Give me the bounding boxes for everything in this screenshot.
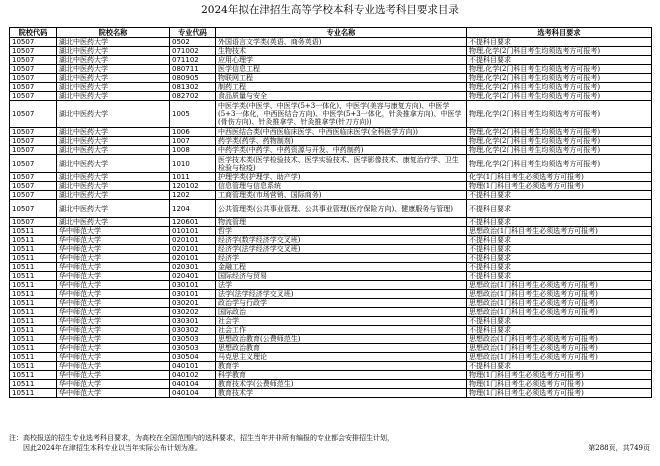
- cell-requirement: 不提科目要求: [467, 236, 652, 245]
- cell-major-code: 030101: [170, 281, 216, 290]
- cell-requirement: 思想政治(1门科目考生必须选考方可报考): [467, 290, 652, 299]
- cell-major-code: 030101: [170, 290, 216, 299]
- cell-major-name: 药学类(药学、药物制剂): [216, 137, 467, 146]
- cell-school-name: 华中师范大学: [57, 335, 170, 344]
- cell-major-code: 030503: [170, 335, 216, 344]
- table-row: [10, 371, 652, 380]
- cell-school-code: 10511: [10, 371, 57, 380]
- cell-major-code: 040104: [170, 380, 216, 389]
- cell-school-code: 10511: [10, 236, 57, 245]
- document-title: 2024年拟在津招生高等学校本科专业选考科目要求目录: [201, 4, 459, 16]
- cell-major-code: 040104: [170, 389, 216, 398]
- cell-major-name: 国际经济与贸易: [216, 272, 467, 281]
- cell-major-name: 公共管理类(公共事业管理、公共事业管理(医疗保险方向)、健康服务与管理): [216, 200, 467, 218]
- header-requirement: 选考科目要求: [467, 28, 652, 38]
- cell-school-code: 10511: [10, 299, 57, 308]
- cell-major-name: 护理学类(护理学、助产学): [216, 173, 467, 182]
- footnote: [9, 433, 394, 453]
- cell-requirement: 不提科目要求: [467, 326, 652, 335]
- cell-requirement: 物理,化学(2门科目考生均须选考方可报考): [467, 137, 652, 146]
- cell-school-code: 10511: [10, 308, 57, 317]
- cell-school-name: 华中师范大学: [57, 299, 170, 308]
- cell-requirement: 不提科目要求: [467, 38, 652, 47]
- cell-school-code: 10511: [10, 281, 57, 290]
- table-row: [10, 38, 652, 47]
- cell-school-name: 湖北中医药大学: [57, 47, 170, 56]
- cell-requirement: 不提科目要求: [467, 317, 652, 326]
- cell-school-name: 华中师范大学: [57, 371, 170, 380]
- cell-major-name: 应用心理学: [216, 56, 467, 65]
- cell-major-name: 教育技术学: [216, 389, 467, 398]
- table-row: [10, 92, 652, 101]
- cell-major-name: 经济学(法学经济学交叉班): [216, 245, 467, 254]
- cell-major-code: 1011: [170, 173, 216, 182]
- cell-major-code: 120102: [170, 182, 216, 191]
- cell-school-name: 湖北中医药大学: [57, 200, 170, 218]
- cell-requirement: 思想政治(1门科目考生必须选考方可报考): [467, 227, 652, 236]
- table-row: [10, 263, 652, 272]
- cell-requirement: 物理,化学(2门科目考生均须选考方可报考): [467, 128, 652, 137]
- cell-school-code: 10507: [10, 74, 57, 83]
- table-row: [10, 308, 652, 317]
- table-row: [10, 353, 652, 362]
- cell-major-name: 社会工作: [216, 326, 467, 335]
- cell-school-name: 华中师范大学: [57, 362, 170, 371]
- cell-major-name: 物联网工程: [216, 74, 467, 83]
- cell-requirement: 物理,化学(2门科目考生均须选考方可报考): [467, 146, 652, 155]
- cell-school-code: 10511: [10, 245, 57, 254]
- cell-major-name: 哲学: [216, 227, 467, 236]
- cell-school-name: 湖北中医药大学: [57, 191, 170, 200]
- cell-major-code: 1006: [170, 128, 216, 137]
- table-row: [10, 290, 652, 299]
- cell-school-code: 10511: [10, 272, 57, 281]
- cell-major-code: 020101: [170, 254, 216, 263]
- cell-school-name: 华中师范大学: [57, 308, 170, 317]
- table-row: [10, 362, 652, 371]
- cell-school-code: 10511: [10, 353, 57, 362]
- cell-school-code: 10507: [10, 47, 57, 56]
- cell-school-name: 湖北中医药大学: [57, 74, 170, 83]
- cell-major-name: 教育技术学(公费师范生): [216, 380, 467, 389]
- cell-major-code: 0502: [170, 38, 216, 47]
- table-row: [10, 128, 652, 137]
- cell-major-name: 法学(法学经济学交叉班): [216, 290, 467, 299]
- cell-major-name: 思想政治教育(公费师范生): [216, 335, 467, 344]
- cell-major-name: 中医学类(中医学、中医学(5+3一体化)、中医学(美容与康复方向)、中医学(5+3一体化，中西医结合方向)、中医学(5+3一体化，针灸推拿方向)、中医学(骨伤方向)、针灸推拿学、针灸推拿学(针刀方向)): [216, 101, 467, 128]
- cell-major-code: 020301: [170, 263, 216, 272]
- cell-school-code: 10507: [10, 38, 57, 47]
- cell-school-name: 华中师范大学: [57, 380, 170, 389]
- cell-requirement: 物理,化学(2门科目考生均须选考方可报考): [467, 92, 652, 101]
- cell-school-code: 10507: [10, 92, 57, 101]
- table-row: [10, 245, 652, 254]
- cell-requirement: 不提科目要求: [467, 254, 652, 263]
- cell-major-code: 030201: [170, 299, 216, 308]
- table-row: [10, 380, 652, 389]
- cell-major-name: 中药学类(中药学、中药资源与开发、中药制药): [216, 146, 467, 155]
- cell-major-code: 020401: [170, 272, 216, 281]
- header-school-code: 院校代码: [10, 28, 57, 38]
- cell-major-name: 社会学: [216, 317, 467, 326]
- cell-school-name: 湖北中医药大学: [57, 65, 170, 74]
- cell-requirement: 不提科目要求: [467, 218, 652, 227]
- cell-major-code: 1005: [170, 101, 216, 128]
- cell-school-name: 湖北中医药大学: [57, 137, 170, 146]
- cell-major-name: 外国语言文学类(英语、商务英语): [216, 38, 467, 47]
- cell-school-code: 10511: [10, 380, 57, 389]
- cell-major-name: 金融工程: [216, 263, 467, 272]
- cell-major-code: 020101: [170, 236, 216, 245]
- cell-major-code: 040101: [170, 362, 216, 371]
- cell-major-code: 030301: [170, 317, 216, 326]
- cell-major-name: 马克思主义理论: [216, 353, 467, 362]
- table-row: [10, 74, 652, 83]
- cell-major-name: 政治学与行政学: [216, 299, 467, 308]
- cell-major-code: 1007: [170, 137, 216, 146]
- cell-requirement: 不提科目要求: [467, 272, 652, 281]
- cell-requirement: 物理,化学(2门科目考生均须选考方可报考): [467, 65, 652, 74]
- cell-major-code: 030302: [170, 326, 216, 335]
- cell-major-name: 生物技术: [216, 47, 467, 56]
- table-row: [10, 191, 652, 200]
- cell-major-name: 教育学: [216, 362, 467, 371]
- cell-requirement: 不提科目要求: [467, 56, 652, 65]
- cell-major-name: 信息管理与信息系统: [216, 182, 467, 191]
- table-row: [10, 137, 652, 146]
- cell-school-code: 10507: [10, 155, 57, 173]
- cell-school-name: 华中师范大学: [57, 326, 170, 335]
- table-row: [10, 389, 652, 398]
- table-row: [10, 344, 652, 353]
- cell-major-code: 030202: [170, 308, 216, 317]
- cell-requirement: 物理(1门科目考生必须选考方可报考): [467, 371, 652, 380]
- cell-major-code: 080711: [170, 65, 216, 74]
- header-school-name: 院校名称: [57, 28, 170, 38]
- cell-major-name: 工商管理类(市场营销、国际商务): [216, 191, 467, 200]
- cell-major-name: 食品质量与安全: [216, 92, 467, 101]
- cell-requirement: 化学(1门科目考生必须选考方可报考): [467, 173, 652, 182]
- cell-major-name: 医学信息工程: [216, 65, 467, 74]
- cell-major-name: 经济学(数学经济学交叉班): [216, 236, 467, 245]
- cell-major-code: 120601: [170, 218, 216, 227]
- cell-school-name: 湖北中医药大学: [57, 146, 170, 155]
- cell-major-code: 1010: [170, 155, 216, 173]
- cell-school-code: 10511: [10, 227, 57, 236]
- cell-school-name: 湖北中医药大学: [57, 182, 170, 191]
- cell-requirement: 不提科目要求: [467, 245, 652, 254]
- cell-requirement: 思想政治(1门科目考生必须选考方可报考): [467, 299, 652, 308]
- footnote-line-2: 因此2024年在津招生本科专业以当年实际公布计划为准。: [23, 444, 202, 452]
- cell-school-name: 华中师范大学: [57, 272, 170, 281]
- table-row: [10, 326, 652, 335]
- cell-requirement: 思想政治(1门科目考生必须选考方可报考): [467, 308, 652, 317]
- cell-school-code: 10507: [10, 128, 57, 137]
- table-row: [10, 146, 652, 155]
- cell-school-name: 华中师范大学: [57, 290, 170, 299]
- cell-requirement: 不提科目要求: [467, 263, 652, 272]
- cell-requirement: 物理,化学(2门科目考生均须选考方可报考): [467, 47, 652, 56]
- cell-school-name: 湖北中医药大学: [57, 56, 170, 65]
- requirements-table: [9, 27, 652, 398]
- table-row: [10, 236, 652, 245]
- cell-requirement: 物理,化学(2门科目考生均须选考方可报考): [467, 83, 652, 92]
- cell-requirement: 不提科目要求: [467, 362, 652, 371]
- table-row: [10, 83, 652, 92]
- page-indicator: 第288页，共749页: [588, 444, 650, 452]
- cell-school-name: 华中师范大学: [57, 263, 170, 272]
- cell-school-code: 10507: [10, 56, 57, 65]
- cell-school-name: 湖北中医药大学: [57, 83, 170, 92]
- table-row: [10, 335, 652, 344]
- footnote-line-1: 注：高校报送的招生专业选考科目要求，为高校在全国范围内的选科要求，招生当年并非所有编报的专业都会安排招生计划，: [9, 434, 394, 442]
- cell-school-name: 湖北中医药大学: [57, 92, 170, 101]
- cell-school-name: 湖北中医药大学: [57, 173, 170, 182]
- cell-school-name: 湖北中医药大学: [57, 38, 170, 47]
- table-row: [10, 155, 652, 173]
- cell-school-code: 10511: [10, 317, 57, 326]
- table-row: [10, 173, 652, 182]
- cell-school-code: 10511: [10, 362, 57, 371]
- cell-school-name: 华中师范大学: [57, 344, 170, 353]
- cell-school-name: 华中师范大学: [57, 254, 170, 263]
- cell-requirement: 物理,化学(2门科目考生均须选考方可报考): [467, 74, 652, 83]
- cell-school-name: 华中师范大学: [57, 317, 170, 326]
- cell-school-code: 10511: [10, 290, 57, 299]
- table-row: [10, 254, 652, 263]
- cell-school-name: 华中师范大学: [57, 353, 170, 362]
- table-row: [10, 227, 652, 236]
- cell-requirement: 思想政治(1门科目考生必须选考方可报考): [467, 344, 652, 353]
- cell-major-code: 030504: [170, 353, 216, 362]
- cell-school-code: 10507: [10, 182, 57, 191]
- cell-major-code: 030503: [170, 344, 216, 353]
- header-major-code: 专业代码: [170, 28, 216, 38]
- cell-school-code: 10507: [10, 218, 57, 227]
- cell-requirement: 思想政治(1门科目考生必须选考方可报考): [467, 335, 652, 344]
- table-row: [10, 281, 652, 290]
- cell-requirement: 物理(1门科目考生必须选考方可报考): [467, 380, 652, 389]
- cell-major-name: 制药工程: [216, 83, 467, 92]
- cell-requirement: 物理(1门科目考生必须选考方可报考): [467, 389, 652, 398]
- cell-school-code: 10507: [10, 83, 57, 92]
- cell-requirement: 物理(1门科目考生必须选考方可报考): [467, 182, 652, 191]
- table-row: [10, 56, 652, 65]
- cell-school-code: 10507: [10, 146, 57, 155]
- cell-school-name: 华中师范大学: [57, 389, 170, 398]
- cell-requirement: 思想政治(1门科目考生必须选考方可报考): [467, 281, 652, 290]
- cell-major-code: 071102: [170, 56, 216, 65]
- cell-major-code: 1008: [170, 146, 216, 155]
- cell-school-code: 10507: [10, 191, 57, 200]
- cell-major-name: 中西医结合类(中西医临床医学、中西医临床医学(全科医学方向)): [216, 128, 467, 137]
- cell-school-code: 10511: [10, 335, 57, 344]
- cell-major-code: 1202: [170, 191, 216, 200]
- cell-requirement: 不提科目要求: [467, 191, 652, 200]
- cell-major-code: 010101: [170, 227, 216, 236]
- cell-school-code: 10511: [10, 254, 57, 263]
- cell-school-name: 华中师范大学: [57, 236, 170, 245]
- cell-school-name: 湖北中医药大学: [57, 155, 170, 173]
- table-header-row: [10, 28, 652, 38]
- cell-major-code: 040102: [170, 371, 216, 380]
- cell-school-code: 10511: [10, 389, 57, 398]
- table-row: [10, 218, 652, 227]
- cell-major-name: 物流管理: [216, 218, 467, 227]
- cell-major-name: 思想政治教育: [216, 344, 467, 353]
- cell-requirement: 物理,化学(2门科目考生均须选考方可报考): [467, 155, 652, 173]
- cell-school-name: 湖北中医药大学: [57, 218, 170, 227]
- cell-school-code: 10511: [10, 326, 57, 335]
- table-row: [10, 272, 652, 281]
- cell-school-code: 10507: [10, 101, 57, 128]
- cell-major-name: 经济学: [216, 254, 467, 263]
- cell-school-code: 10511: [10, 344, 57, 353]
- cell-school-name: 华中师范大学: [57, 245, 170, 254]
- cell-major-code: 1204: [170, 200, 216, 218]
- cell-major-name: 科学教育: [216, 371, 467, 380]
- cell-major-code: 020101: [170, 245, 216, 254]
- cell-requirement: 物理,化学(2门科目考生均须选考方可报考): [467, 101, 652, 128]
- cell-major-name: 法学: [216, 281, 467, 290]
- cell-school-code: 10507: [10, 173, 57, 182]
- cell-major-name: 医学技术类(医学检验技术、医学实验技术、医学影像技术、康复治疗学、卫生检验与检疫): [216, 155, 467, 173]
- cell-school-name: 湖北中医药大学: [57, 128, 170, 137]
- cell-major-code: 071002: [170, 47, 216, 56]
- cell-major-code: 080905: [170, 74, 216, 83]
- cell-major-code: 082702: [170, 92, 216, 101]
- table-row: [10, 299, 652, 308]
- cell-major-code: 081302: [170, 83, 216, 92]
- table-row: [10, 47, 652, 56]
- cell-school-name: 华中师范大学: [57, 227, 170, 236]
- cell-school-code: 10507: [10, 200, 57, 218]
- table-row: [10, 101, 652, 128]
- cell-school-code: 10507: [10, 137, 57, 146]
- cell-school-code: 10507: [10, 65, 57, 74]
- cell-major-name: 国际政治: [216, 308, 467, 317]
- table-row: [10, 317, 652, 326]
- cell-school-name: 湖北中医药大学: [57, 101, 170, 128]
- cell-school-name: 华中师范大学: [57, 281, 170, 290]
- table-row: [10, 182, 652, 191]
- cell-requirement: 思想政治(1门科目考生必须选考方可报考): [467, 353, 652, 362]
- cell-school-code: 10511: [10, 263, 57, 272]
- table-row: [10, 200, 652, 218]
- table-row: [10, 65, 652, 74]
- header-major-name: 专业名称: [216, 28, 467, 38]
- cell-requirement: 不提科目要求: [467, 200, 652, 218]
